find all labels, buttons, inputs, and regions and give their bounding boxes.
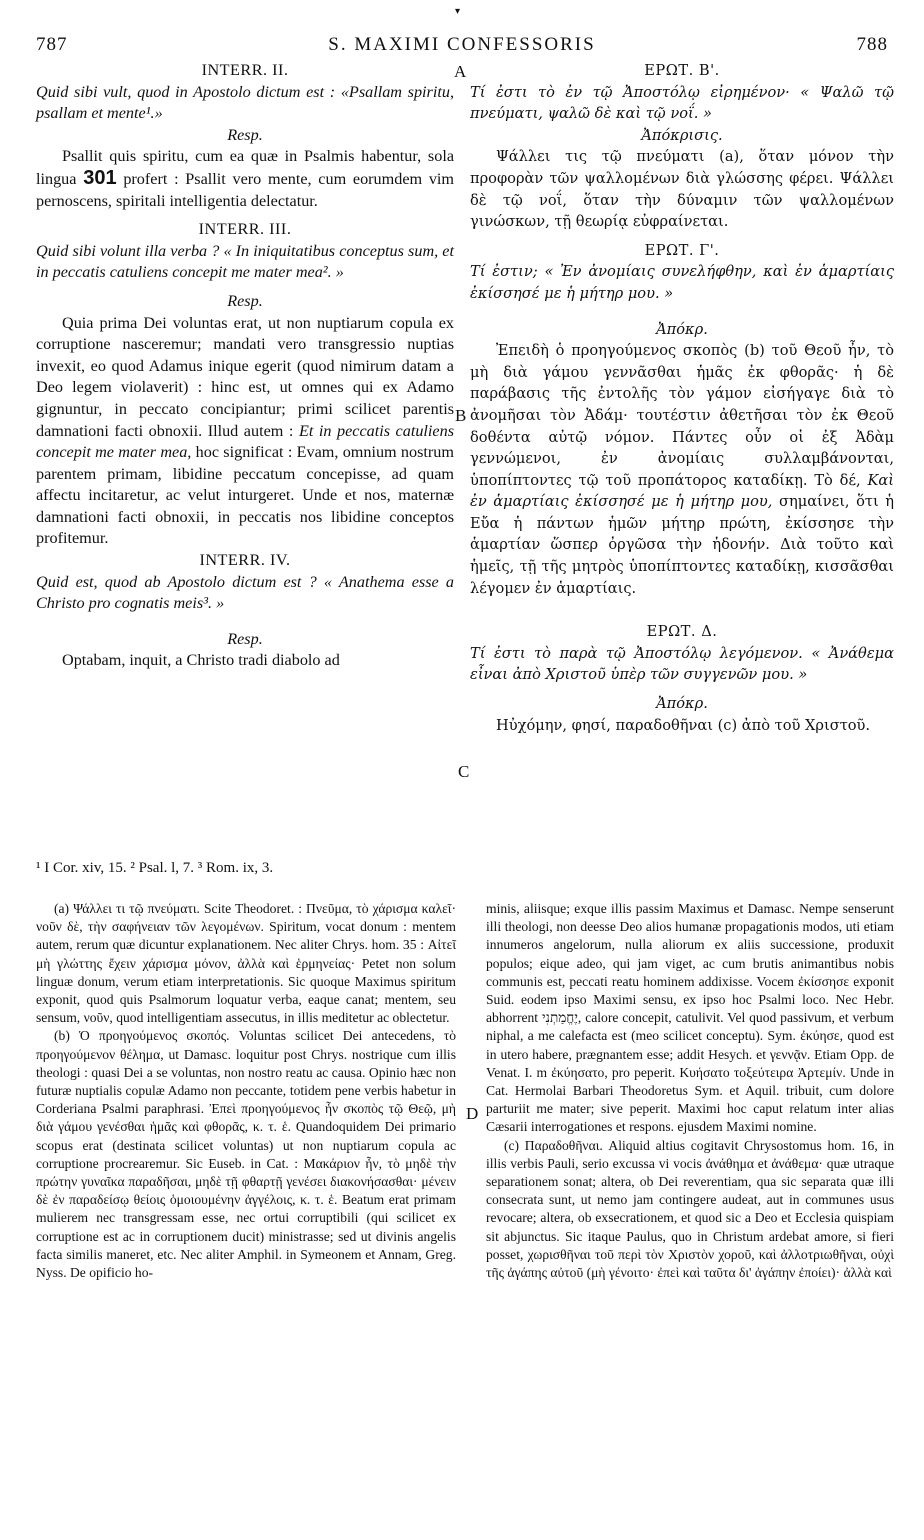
footnotes: ¹ I Cor. xiv, 15. ² Psal. l, 7. ³ Rom. ix, 3.: [36, 860, 274, 876]
interr4-question: Quid est, quod ab Apostolo dictum est ? « Anathema esse a Christo pro cognatis meis³. »: [36, 572, 454, 613]
erot3-answer-quote: Καὶ ἐν ἁμαρτίαις ἐκίσσησέ με ἡ μήτηρ μου,: [470, 471, 894, 511]
interr2-answer-b: profert : Psallit vero mente, cum eorumdem vim pernoscens, spiritali intelligentia delectatur.: [36, 169, 455, 210]
top-mark: ▾: [455, 6, 461, 17]
erot2-question: Τί ἐστι τὸ ἐν τῷ Ἀποστόλῳ εἰρημένον· « Ψαλῶ τῷ πνεύματι, ψαλῶ δὲ καὶ τῷ νοΐ. »: [470, 83, 894, 123]
latin-column: [36, 60, 454, 672]
erot4-question: Τί ἐστι τὸ παρὰ τῷ Ἀποστόλῳ λεγόμενον. « Ἀνάθεμα εἶναι ἀπὸ Χριστοῦ ὑπὲρ τῶν συγγενῶν μου. »: [470, 644, 894, 684]
page-number-left: 787: [36, 34, 68, 55]
erot3-heading: ΕΡΩΤ. Γ'.: [644, 241, 720, 259]
column-number: 301: [83, 166, 117, 189]
interr4-answer: Optabam, inquit, a Christo tradi diabolo ad: [62, 651, 340, 670]
interr3-answer-b: hoc significat : Evam, omnium nostrum parentem primam, libidine peccatum concepisse, ad quam affectu incitaretur, ac velut inturgeret. Unde et nos, maternæ damnationi facti obnoxii, in peccatis nos libidine conceptos profitemur.: [36, 443, 454, 548]
interr4-heading: INTERR. IV.: [199, 551, 291, 570]
margin-letter-c: C: [458, 762, 470, 781]
note-b-continued: minis, aliisque; exque illis passim Maximus et Damasc. Nempe senserunt illi theologi, non deesse Deo alios humanæ propagationis modos, uti etiam innumeros angelorum, nulla aliorum ex aliis successione, produxit populos; eique adeo, qui jam viget, ac cum brutis animantibus nobis communis est, peccati reatu hominem addixisse. Vocem ἐκίσσησε exponit Suid. eodem ipso Maximi sensu, ex ipso hoc Psalmi loco. Nec Hebr. abhorrent יֶחֱמַתְנִי, calore concepit, catulivit. Vel quod passivum, et verbum niphal, a me calefacta est (meo scilicet conceptu). Sym. ἐκύησε, quod est in utero habere, prægnantem esse; addit Hesych. et γεννᾷν. Etiam Opp. de Venat. I. m ἐκύησατο, pro peperit. Κυήσατο τοξεύτειρα Ἀρτεμίν. Unde in Cat. Hermolai Barbari Theodoretus Sym. et Aquil. tribuit, cum dolore parturiit me mater; sive peperit. Maximi hoc caput relatum inter alias Cæsarii interrogationes et respons. ejusdem Maximi nomine.: [486, 901, 895, 1135]
notes-right-column: [486, 900, 894, 1282]
running-title: S. MAXIMI CONFESSORIS: [328, 34, 596, 55]
interr2-resp: Resp.: [227, 125, 263, 144]
notes-left-column: [36, 900, 456, 1282]
erot4-heading: ΕΡΩΤ. Δ.: [646, 623, 718, 641]
interr4-resp: Resp.: [227, 629, 263, 648]
interr3-question: Quid sibi volunt illa verba ? « In iniquitatibus conceptus sum, et in peccatis catuliens concepit me mater mea². »: [36, 241, 454, 282]
interr3-answer: [36, 313, 454, 551]
interr2-heading: INTERR. II.: [201, 61, 289, 79]
note-b: (b) Ὁ προηγούμενος σκοπός. Voluntas scilicet Dei antecedens, τὸ προηγούμενον θέλημα, ut Damasc. loquitur post Chrys. nostrique cum illis theologi : quasi Dei a se voluntas, non nostro reatu ac causa. Opinio hæc non futuræ nuptialis copulæ Adamo non peccante, totidem pene verbis habetur in Corderiana Psalmi paraphrasi. Ἐπεὶ προηγούμενος ἦν σκοπὸς τῷ Θεῷ, μὴ διὰ γάμου γενέσθαι ἡμᾶς καὶ φθορᾶς, κ. τ. ἑ. Quandoquidem Dei primario scopus erat (destinata scilicet voluntas) ut non nuptiarum copula ac corruptione procrearemur. Sic Euseb. in Cat. : Μακάριον ἦν, τὸ μηδὲ τὴν πρώτην γυναῖκα παραδῆσαι, μηδὲ τῇ φθαρτῇ γενέσει διακονήσασθαι· μένειν δὲ ἐν παραδείσῳ θείοις ὁμοιουμένην ἀγγέλοις, κ. τ. ἑ. Beatum erat primam mulierem nec transgressam esse, nec ortui corruptibili (qui scilicet ex corruptione est ac in corruptionem ducit) ministrasse; sed ut divinis angelis facta similis maneret, etc. Nec aliter Amphil. in Symeonem et Annam, Greg. Nyss. De opificio ho-: [36, 1028, 456, 1281]
margin-letter-a: A: [454, 62, 467, 81]
erot4-resp: Ἀπόκρ.: [656, 695, 708, 713]
interr2-answer-a: Psallit quis spiritu, cum ea quæ in Psalmis habentur, sola lingua: [36, 147, 454, 188]
margin-letter-b: B: [455, 406, 467, 425]
note-a: (a) Ψάλλει τι τῷ πνεύματι. Scite Theodoret. : Πνεῦμα, τὸ χάρισμα καλεῖ· νοῦν δὲ, τὴν σαφήνειαν τῶν λεγομένων. Spiritum, vocat donum : mentem autem, rerum quæ dicuntur explanationem. Nec aliter Chrys. hom. 35 : Αἰτεῖ μὴ γλώττης ἔχειν χάρισμα μόνον, ἀλλὰ καὶ ἑρμηνείας· Petet non solum linguæ donum, verum etiam interpretationis. Sic quoque Maximus spiritum exponit, quod quis Psalmorum loquatur verba, eaque canat; mentem, seu sensum, νοῦν, quod intelligentiam assecutus, in illis meditetur ac oblectetur.: [36, 901, 456, 1026]
interr2-answer: [36, 146, 454, 212]
erot4-answer: Ηὐχόμην, φησί, παραδοθῆναι (c) ἀπὸ τοῦ Χριστοῦ.: [496, 716, 871, 734]
erot2-resp: Ἀπόκρισις.: [641, 126, 723, 144]
interr3-resp: Resp.: [227, 291, 263, 310]
interr2-question: Quid sibi vult, quod in Apostolo dictum est : «Psallam spiritu, psallam et mente¹.»: [36, 82, 454, 123]
erot3-answer-a: Ἐπειδὴ ὁ προηγούμενος σκοπὸς (b) τοῦ Θεοῦ ἦν, τὸ μὴ διὰ γάμου γεννᾶσθαι ἡμᾶς ἐκ φθορᾶς· ἡ δὲ παράβασις τῆς ἐντολῆς τὸν γάμον εἰσήγαγε διὰ τὸ ἀνομῆσαι τὸν Ἀδάμ· τουτέστιν ἀθετῆσαι τὸν ἐκ Θεοῦ δοθέντα αὐτῷ νόμον. Πάντες οὖν οἱ ἐξ Ἀδὰμ γεννώμενοι, ἐν ἀνομίαις συλλαμβάνονται, ὑποπίπτοντες τῷ τοῦ προπάτορος καταδίκῃ. Τὸ δέ,: [470, 342, 894, 489]
note-c: (c) Παραδοθῆναι. Aliquid altius cogitavit Chrysostomus hom. 16, in illis verbis Pauli, serio excussa vi vocis ἀνάθημα et ἀνάθεμα· quæ utraque separationem sonat; altera, ob Dei reverentiam, qua sic separata quæ illi consecrata sunt, ut nemo jam contingere audeat, aut in communes usus revocare; altera, ob exsecrationem, et quod sic a Deo et Ecclesia quispiam sit abjunctus. Sic itaque Paulus, quo in Christum ardebat amore, si fieri posset, χωρισθῆναι τοῦ περὶ τὸν Χριστὸν χοροῦ, καὶ ἀλλοτριωθῆναι, οὐχὶ τῆς ἀγάπης αὐτοῦ (μὴ γένοιτο· ἐπεὶ καὶ ταῦτα δι' ἀγάπην ἐποίει)· ἀλλὰ καὶ: [486, 1137, 894, 1281]
interr3-heading: INTERR. III.: [198, 220, 292, 239]
erot2-answer: Ψάλλει τις τῷ πνεύματι (a), ὅταν μόνον τὴν προφορὰν τῶν ψαλλομένων διὰ γλώσσης φέρει. Ψάλλει δὲ τῷ νοΐ, ὅταν τὴν δύναμιν τῶν ψαλλομένων γινώσκων, τῇ θεωρίᾳ εὐφραίνεται.: [470, 148, 894, 231]
interr3-answer-quote: Et in peccatis catuliens concepit me mater mea,: [36, 421, 454, 462]
erot3-resp: Ἀπόκρ.: [656, 320, 708, 338]
interr3-answer-a: Quia prima Dei voluntas erat, ut non nuptiarum copula ex corruptione nasceremur; mandati vero transgressio nuptias invexit, eo quod Adamus inique egerit (quod nimirum datam a Deo legem violaverit) : hinc est, ut omnes qui ex Adamo gignuntur, in peccato concipiantur; primi scilicet parentis damnationi facti obnoxii. Illud autem :: [36, 313, 454, 440]
erot2-heading: ΕΡΩΤ. Β'.: [644, 62, 720, 79]
erot3-answer: [470, 340, 894, 599]
greek-column: [470, 60, 894, 736]
erot3-question: Τί ἐστιν; « Ἐν ἀνομίαις συνελήφθην, καὶ ἐν ἁμαρτίαις ἐκίσσησέ με ἡ μήτηρ μου. »: [470, 263, 894, 302]
page-number-right: 788: [856, 34, 888, 55]
margin-letter-d: D: [466, 1104, 479, 1123]
erot3-answer-b: σημαίνει, ὅτι ἡ Εὔα ἡ πάντων ἡμῶν μήτηρ πρώτη, ἐκίσσησε τὴν ἁμαρτίαν ὥσπερ ὀργῶσα τὴν ἡδονήν. Διὰ τοῦτο καὶ ἡμεῖς, τῇ τῆς μητρὸς ὑποπίπτοντες καταδίκῃ, κισσᾶσθαι λέγομεν ἐν ἁμαρτίαις.: [470, 493, 895, 597]
